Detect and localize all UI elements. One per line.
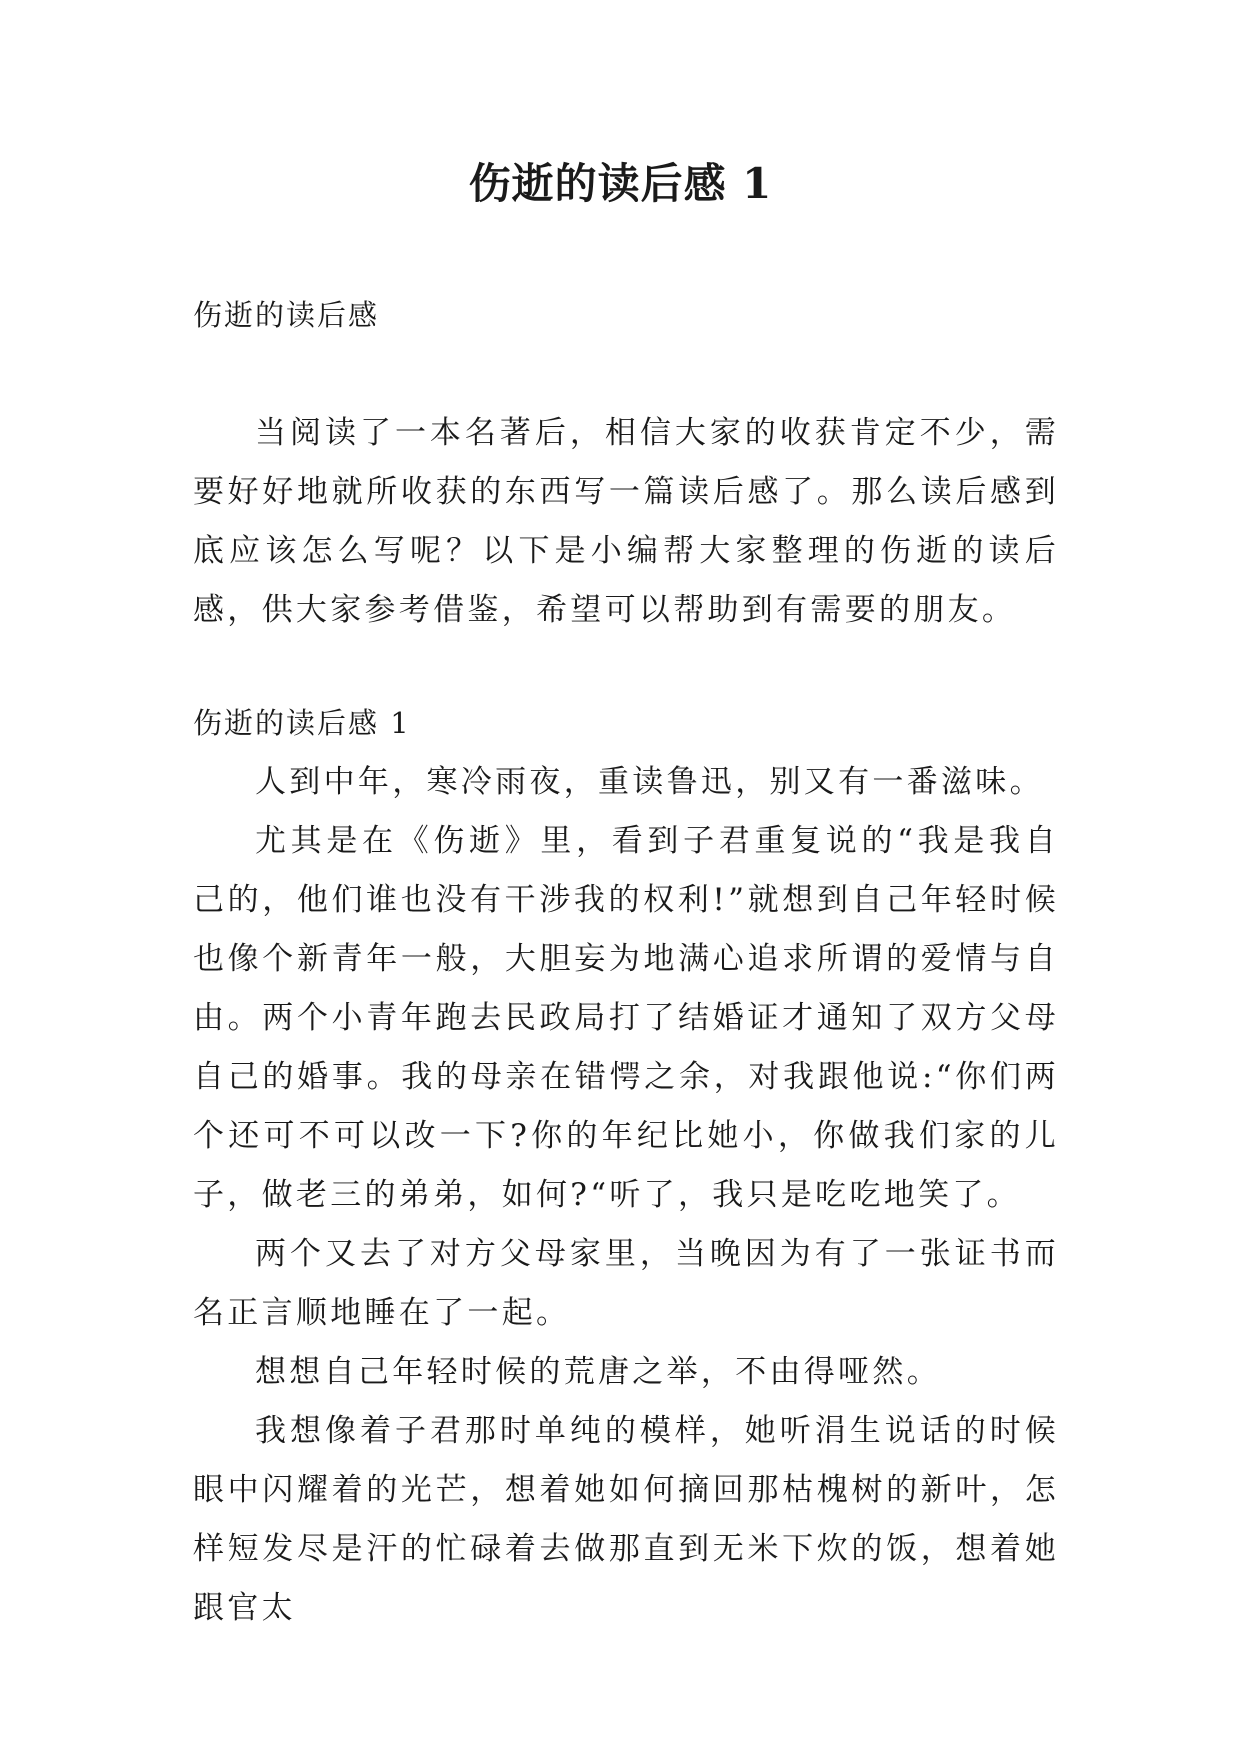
body-paragraph: 我想像着子君那时单纯的模样，她听涓生说话的时候眼中闪耀着的光芒，想着她如何摘回那枯槐树的新叶，怎样短发尽是汗的忙碌着去做那直到无米下炊的饭，想着她跟官太 bbox=[193, 1413, 1059, 1626]
intro-heading: 伤逝的读后感 bbox=[193, 298, 380, 332]
body-paragraph: 人到中年，寒冷雨夜，重读鲁迅，别又有一番滋味。 bbox=[255, 764, 1044, 800]
body-paragraph: 尤其是在《伤逝》里，看到子君重复说的“我是我自己的，他们谁也没有干涉我的权利!”就想到自己年轻时候也像个新青年一般，大胆妄为地满心追求所谓的爱情与自由。两个小青年跑去民政局打了结婚证才通知了双方父母自己的婚事。我的母亲在错愕之余，对我跟他说:“你们两个还可不可以改一下?你的年纪比她小，你做我们家的儿子，做老三的弟弟，如何?“听了，我只是吃吃地笑了。 bbox=[193, 823, 1059, 1213]
section-heading: 伤逝的读后感 1 bbox=[193, 706, 411, 740]
body-paragraph: 想想自己年轻时候的荒唐之举，不由得哑然。 bbox=[255, 1354, 941, 1390]
blank-line bbox=[193, 640, 1059, 694]
intro-paragraph: 当阅读了一本名著后，相信大家的收获肯定不少，需要好好地就所收获的东西写一篇读后感了。那么读后感到底应该怎么写呢？以下是小编帮大家整理的伤逝的读后感，供大家参考借鉴，希望可以帮助到有需要的朋友。 bbox=[193, 415, 1059, 628]
document-body bbox=[193, 286, 1059, 1638]
blank-line bbox=[193, 345, 1059, 404]
document-title: 伤逝的读后感 1 bbox=[468, 159, 773, 208]
body-paragraph: 两个又去了对方父母家里，当晚因为有了一张证书而名正言顺地睡在了一起。 bbox=[193, 1236, 1059, 1331]
